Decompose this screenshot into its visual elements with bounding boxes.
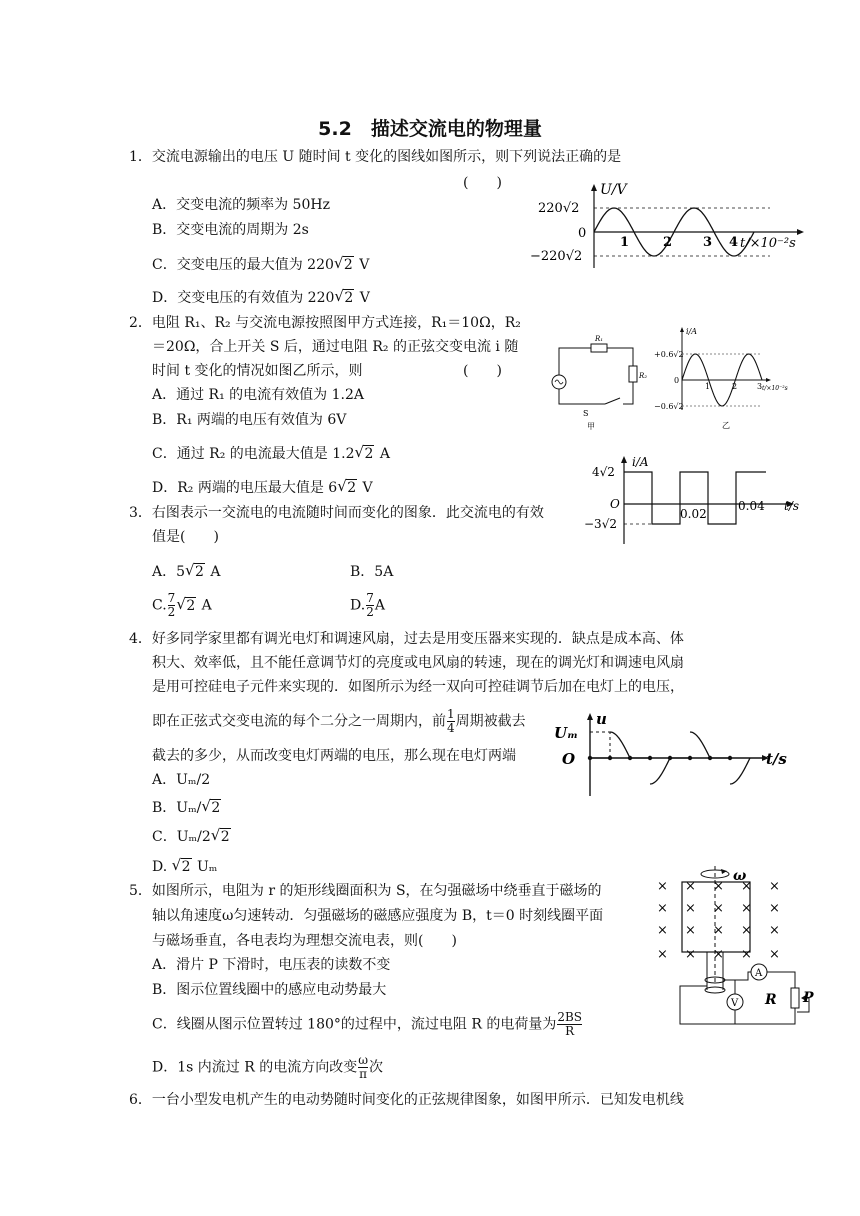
- q5-line2: 轴以角速度ω匀速转动．匀强磁场的磁感应强度为 B，t＝0 时刻线圈平面: [152, 908, 604, 924]
- q2-bracket: ( ): [463, 363, 502, 379]
- sqrt-symbol: √ 2: [354, 443, 375, 465]
- slider-p-label: P: [803, 990, 814, 1006]
- q3-stem-line1: 3．右图表示一交流电的电流随时间而变化的图象．此交流电的有效: [129, 505, 544, 521]
- q4-y-axis-label: u: [596, 710, 607, 728]
- field-cross-icon: ×: [769, 901, 780, 916]
- q1-option-c: C．交变电压的最大值为 220√ 2 V: [152, 254, 369, 276]
- q2-option-c: C．通过 R₂ 的电流最大值是 1.2√ 2 A: [152, 443, 390, 465]
- q2-x-tick-1: 1: [705, 382, 711, 391]
- q5-line1: 5．如图所示，电阻为 r 的矩形线圈面积为 S，在匀强磁场中绕垂直于磁场的: [129, 883, 602, 899]
- q4-wave-dot: [648, 756, 652, 760]
- q1-x-tick-2: 2: [663, 235, 673, 250]
- q2-y-axis-label: i/A: [686, 327, 698, 336]
- q3-y-top-label: 4√2: [592, 465, 615, 479]
- q2-current-graph: [648, 324, 788, 430]
- ammeter-label: A: [755, 968, 763, 979]
- figure-yi-label: 乙: [722, 421, 730, 430]
- q3-square-wave-graph: [580, 452, 805, 547]
- q3-x-tick-2: 0.04: [738, 499, 765, 513]
- sqrt-symbol: √ 2: [337, 477, 358, 499]
- q2-y-bottom-label: −0.6√2: [654, 402, 684, 411]
- q4-wave-dot: [708, 756, 712, 760]
- q5-option-d: D．1s 内流过 R 的电流方向改变 $\frac{\omega}{\pi}$ 次: [152, 1053, 384, 1081]
- q4-line2: 积大、效率低，且不能任意调节灯的亮度或电风扇的转速，现在的调光灯和调速电风扇: [152, 655, 684, 671]
- q1-x-axis-label: t/×10⁻²s: [740, 236, 796, 251]
- q2-y-zero-label: 0: [674, 376, 680, 385]
- q4-um-label: Uₘ: [554, 724, 579, 742]
- q4-origin-label: O: [562, 750, 576, 768]
- field-cross-icon: ×: [685, 879, 696, 894]
- q3-x-tick-1: 0.02: [680, 507, 707, 521]
- field-cross-icon: ×: [741, 947, 752, 962]
- q4-wave-dot: [688, 756, 692, 760]
- voltmeter-label: V: [731, 998, 739, 1009]
- q2-circuit-diagram: [545, 326, 648, 431]
- q4-line5: 截去的多少，从而改变电灯两端的电压，那么现在电灯两端: [152, 748, 516, 764]
- q2-x-axis-label: t/×10⁻²s: [762, 385, 788, 392]
- magnetic-field-crosses: [657, 879, 780, 962]
- figure-jia-label: 甲: [587, 422, 595, 431]
- field-cross-icon: ×: [657, 901, 668, 916]
- field-cross-icon: ×: [769, 947, 780, 962]
- field-cross-icon: ×: [713, 901, 724, 916]
- q3-option-d: D. $\frac{7}{2}$ A: [350, 591, 385, 619]
- field-cross-icon: ×: [657, 923, 668, 938]
- field-cross-icon: ×: [713, 923, 724, 938]
- q4-chopped-wave-graph: [550, 712, 795, 800]
- field-cross-icon: ×: [657, 947, 668, 962]
- q3-y-zero-label: O: [610, 497, 620, 511]
- q3-option-c: C. $\frac{7}{2}$ √ 2 A: [152, 592, 212, 619]
- q4-line4: 即在正弦式交变电流的每个二分之一周期内，前 $\frac{1}{4}$ 周期被截去: [152, 707, 526, 735]
- q1-option-b: B．交变电流的周期为 2s: [152, 222, 309, 238]
- q2-stem-line2: ＝20Ω，合上开关 S 后，通过电阻 R₂ 的正弦交变电流 i 随: [152, 339, 519, 355]
- field-cross-icon: ×: [685, 901, 696, 916]
- field-cross-icon: ×: [769, 923, 780, 938]
- sqrt-symbol: √ 2: [201, 797, 222, 819]
- q3-option-a: A．5√ 2 A: [152, 561, 221, 583]
- q4-option-a: A．Uₘ/2: [152, 772, 211, 788]
- q4-wave-dot: [728, 756, 732, 760]
- q6-line1: 6．一台小型发电机产生的电动势随时间变化的正弦规律图象，如图甲所示．已知发电机线: [129, 1092, 684, 1108]
- switch-s: [605, 398, 620, 404]
- q4-option-d: D. √ 2 Uₘ: [152, 856, 217, 878]
- q1-y-axis-label: U/V: [600, 182, 627, 198]
- q1-x-tick-4: 4: [729, 235, 739, 250]
- q3-x-axis-label: t/s: [784, 499, 800, 513]
- sqrt-symbol: √ 2: [334, 254, 355, 276]
- field-cross-icon: ×: [741, 901, 752, 916]
- q1-bracket: ( ): [463, 175, 502, 191]
- q1-y-zero-label: 0: [578, 226, 587, 241]
- q4-line1: 4．好多同学家里都有调光电灯和调速风扇，过去是用变压器来实现的．缺点是成本高、体: [129, 631, 684, 647]
- s-label: S: [583, 409, 589, 418]
- q4-line3: 是用可控硅电子元件来实现的．如图所示为经一双向可控硅调节后加在电灯上的电压，: [152, 679, 684, 695]
- q2-option-a: A．通过 R₁ 的电流有效值为 1.2A: [152, 387, 364, 403]
- field-cross-icon: ×: [741, 923, 752, 938]
- q4-option-b: B．Uₘ/√ 2: [152, 797, 222, 819]
- q4-x-axis-label: t/s: [766, 750, 787, 768]
- field-cross-icon: ×: [741, 879, 752, 894]
- page-title: 5.2 描述交流电的物理量: [318, 118, 542, 140]
- q1-voltage-graph: [530, 180, 820, 275]
- q1-y-top-label: 220√2: [538, 201, 580, 216]
- sqrt-symbol: √ 2: [211, 826, 232, 848]
- q2-option-b: B．R₁ 两端的电压有效值为 6V: [152, 412, 347, 428]
- q4-wave-dot: [628, 756, 632, 760]
- sqrt-symbol: √ 2: [334, 287, 355, 309]
- q3-y-bottom-label: −3√2: [584, 517, 617, 531]
- resistor-r: [791, 988, 799, 1008]
- q2-option-d: D．R₂ 两端的电压最大值是 6√ 2 V: [152, 477, 373, 499]
- field-cross-icon: ×: [657, 879, 668, 894]
- q5-option-a: A．滑片 P 下滑时，电压表的读数不变: [152, 957, 391, 973]
- sqrt-symbol: √ 2: [185, 561, 206, 583]
- field-cross-icon: ×: [713, 879, 724, 894]
- q1-stem: 1．交流电源输出的电压 U 随时间 t 变化的图线如图所示，则下列说法正确的是: [129, 149, 622, 165]
- q3-option-b: B．5A: [350, 564, 394, 580]
- q2-stem-line1: 2．电阻 R₁、R₂ 与交流电源按照图甲方式连接，R₁＝10Ω，R₂: [129, 315, 521, 331]
- q5-option-c: C．线圈从图示位置转过 180°的过程中，流过电阻 R 的电荷量为 $\frac{2BS}{R}$: [152, 1010, 583, 1038]
- q4-option-c: C．Uₘ/2√ 2: [152, 826, 232, 848]
- omega-label: ω: [733, 868, 747, 884]
- field-cross-icon: ×: [769, 879, 780, 894]
- q1-option-a: A．交变电流的频率为 50Hz: [152, 197, 330, 213]
- resistor-r1: [591, 344, 607, 352]
- field-cross-icon: ×: [685, 947, 696, 962]
- q3-stem-line2: 值是( ): [152, 529, 219, 545]
- resistor-r2: [629, 366, 637, 382]
- q5-generator-circuit: [645, 862, 825, 1032]
- q1-y-bottom-label: −220√2: [530, 249, 583, 264]
- sqrt-symbol: √ 2: [176, 595, 197, 617]
- q4-wave-dot: [668, 756, 672, 760]
- q1-x-tick-3: 3: [703, 235, 713, 250]
- q2-y-top-label: +0.6√2: [654, 350, 684, 359]
- r1-label: R₁: [595, 335, 604, 343]
- q5-line3: 与磁场垂直，各电表均为理想交流电表，则( ): [152, 933, 457, 949]
- q2-x-tick-3: 3: [757, 382, 763, 391]
- resistor-r-label: R: [765, 992, 777, 1008]
- q5-option-b: B．图示位置线圈中的感应电动势最大: [152, 982, 387, 998]
- q3-y-axis-label: i/A: [632, 455, 649, 469]
- q1-x-tick-1: 1: [620, 235, 630, 250]
- sqrt-symbol: √ 2: [172, 856, 193, 878]
- field-cross-icon: ×: [685, 923, 696, 938]
- q2-stem-line3: 时间 t 变化的情况如图乙所示，则: [152, 363, 363, 379]
- r2-label: R₂: [639, 372, 648, 380]
- q1-option-d: D．交变电压的有效值为 220√ 2 V: [152, 287, 370, 309]
- field-cross-icon: ×: [713, 947, 724, 962]
- q4-wave-dot: [588, 756, 592, 760]
- q2-x-tick-2: 2: [732, 382, 738, 391]
